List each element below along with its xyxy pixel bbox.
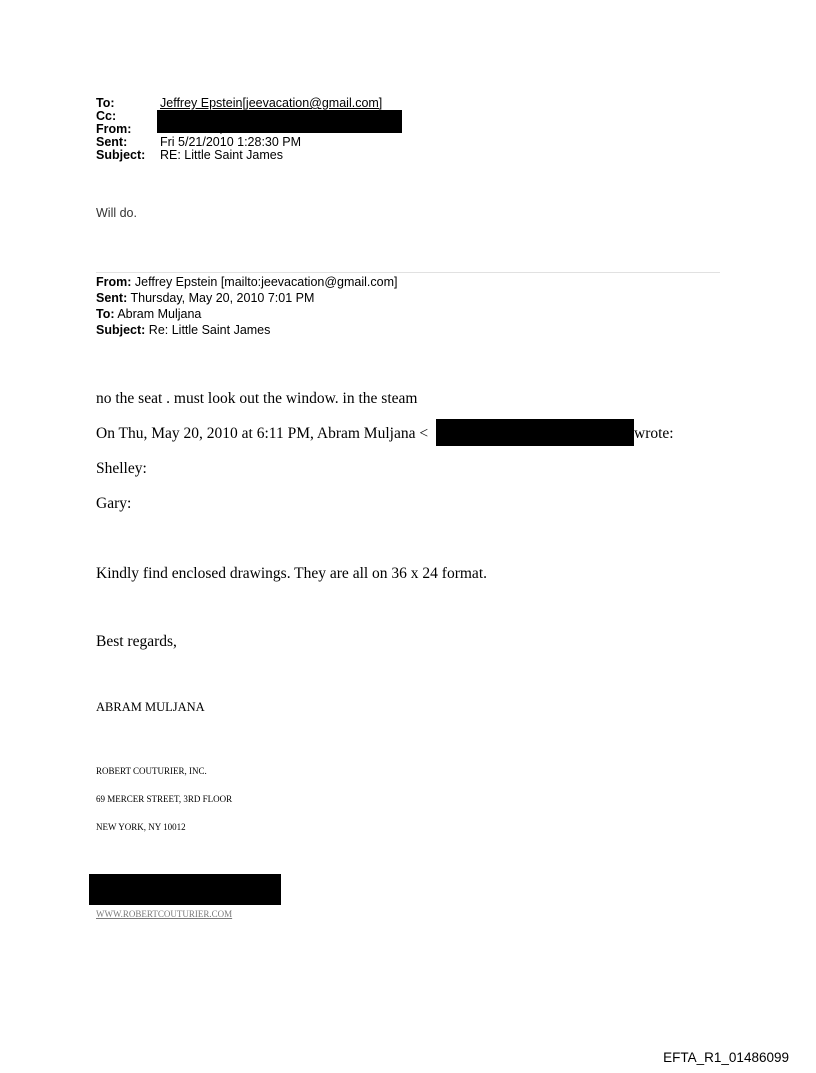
signature-company: ROBERT COUTURIER, INC. [96,766,207,776]
subject-label: Subject: [96,148,146,162]
closing: Best regards, [96,633,177,650]
on-date-suffix: wrote: [634,425,674,442]
subject-value: RE: Little Saint James [160,148,283,162]
website-link[interactable]: WWW.ROBERTCOUTURIER.COM [96,909,233,919]
from-label: From: [96,122,132,136]
signature-redaction [89,874,281,905]
quoted-sent-value: Thursday, May 20, 2010 7:01 PM [130,291,315,305]
quoted-sent-label: Sent: [96,291,128,305]
quote-separator [96,272,720,273]
quoted-to-label: To: [96,307,115,321]
quoted-header [96,274,397,338]
message-line-1: no the seat . must look out the window. in the steam [96,390,418,407]
cc-redaction [157,110,402,133]
signature-address-2: NEW YORK, NY 10012 [96,822,186,832]
quoted-to-value: Abram Muljana [117,307,202,321]
on-date-prefix: On Thu, May 20, 2010 at 6:11 PM, Abram Muljana < [96,425,429,442]
reply-body: Will do. [96,206,137,220]
quoted-from-value: Jeffrey Epstein [mailto:jeevacation@gmail.com] [134,275,398,289]
to-value[interactable]: Jeffrey Epstein[jeevacation@gmail.com] [160,96,383,110]
signature-name: ABRAM MULJANA [96,700,205,714]
cc-label: Cc: [96,109,117,123]
document-id: EFTA_R1_01486099 [663,1050,789,1065]
quoted-subject-value: Re: Little Saint James [148,323,271,337]
email-header [96,97,416,177]
greeting-gary: Gary: [96,495,132,512]
message-body: Kindly find enclosed drawings. They are all on 36 x 24 format. [96,565,487,582]
quoted-from-label: From: [96,275,132,289]
sent-value: Fri 5/21/2010 1:28:30 PM [160,135,302,149]
signature-address-1: 69 MERCER STREET, 3RD FLOOR [96,794,233,804]
to-label: To: [96,96,115,110]
sent-label: Sent: [96,135,128,149]
greeting-shelley: Shelley: [96,460,147,477]
quoted-subject-label: Subject: [96,323,146,337]
email-redaction [436,419,634,446]
